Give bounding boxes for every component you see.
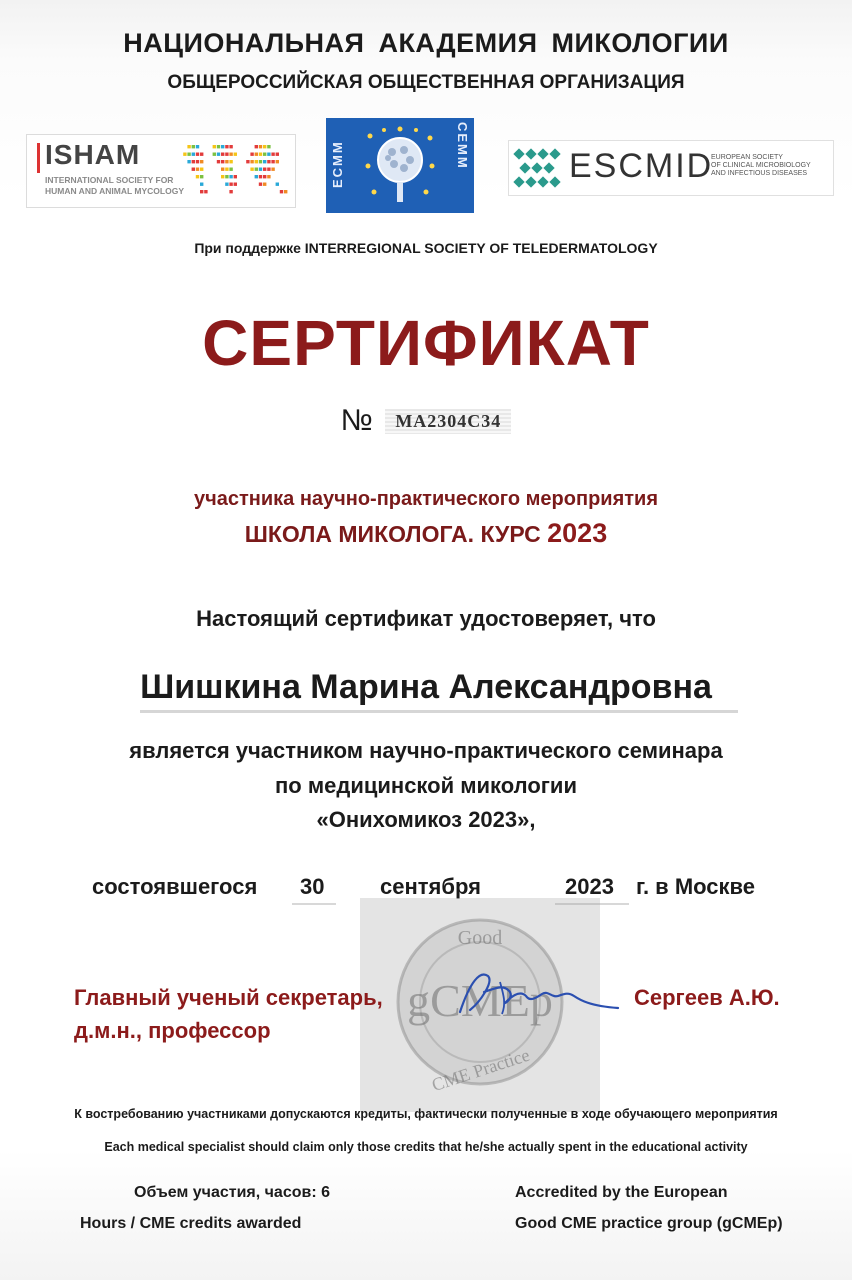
map-dot [259, 145, 262, 148]
support-line: При поддержке INTERREGIONAL SOCIETY OF TELEDERMATOLOGY [194, 240, 658, 256]
map-dot [192, 160, 195, 163]
organization-subtitle: ОБЩЕРОССИЙСКАЯ ОБЩЕСТВЕННАЯ ОРГАНИЗАЦИЯ [167, 72, 685, 93]
map-dot [200, 153, 203, 156]
participation-line-2: по медицинской микологии [275, 773, 577, 798]
escmid-helix-icon [513, 146, 563, 190]
escmid-subtitle [711, 154, 811, 178]
map-dot [267, 153, 270, 156]
map-dot [225, 160, 228, 163]
map-dot [196, 160, 199, 163]
map-dot [234, 175, 237, 178]
map-dot [217, 153, 220, 156]
signatory-title: Главный ученый секретарь, [74, 985, 383, 1010]
map-dot [276, 160, 279, 163]
map-dot [276, 153, 279, 156]
escmid-wordmark: ESCMID [569, 147, 714, 185]
map-dot [217, 145, 220, 148]
event-title-text: ШКОЛА МИКОЛОГА. КУРС [244, 521, 548, 547]
event-description: участника научно-практического мероприятия [193, 488, 659, 510]
map-dot [229, 160, 232, 163]
map-dot [259, 168, 262, 171]
recipient-name: Шишкина Марина Александровна [140, 668, 712, 706]
map-dot [263, 153, 266, 156]
participation-line-1: является участником научно-практического семинара [129, 738, 723, 763]
map-dot [192, 153, 195, 156]
map-dot [200, 168, 203, 171]
map-dot [255, 153, 258, 156]
map-dot [225, 168, 228, 171]
map-dot [221, 153, 224, 156]
event-year: 2023 [547, 518, 608, 548]
map-dot [192, 145, 195, 148]
map-dot [200, 160, 203, 163]
map-dot [229, 145, 232, 148]
map-dot [225, 175, 228, 178]
hours-en: Hours / CME credits awarded [80, 1215, 302, 1232]
hours-ru: Объем участия, часов: 6 [134, 1184, 330, 1201]
event-month: сентября [380, 874, 481, 899]
escmid-subtitle-line1: EUROPEAN SOCIETY [711, 154, 783, 161]
isham-subtitle-line2: HUMAN AND ANIMAL MYCOLOGY [45, 186, 184, 196]
map-dot [263, 183, 266, 186]
day-underline [292, 903, 336, 905]
map-dot [263, 175, 266, 178]
map-dot [284, 190, 287, 193]
event-place: г. в Москве [636, 874, 756, 899]
map-dot [234, 153, 237, 156]
map-dot [271, 160, 274, 163]
escmid-subtitle-line2: OF CLINICAL MICROBIOLOGY [711, 162, 811, 169]
stamp-top-text: Good [457, 927, 503, 949]
isham-logo [26, 134, 296, 208]
accreditation-line-2: Good CME practice group (gCMEp) [515, 1215, 783, 1232]
map-dot [213, 153, 216, 156]
stamp-center-text: gCMEp [407, 975, 553, 1026]
event-title [0, 518, 852, 549]
certifies-text: Настоящий сертификат удостоверяет, что [196, 606, 656, 631]
map-dot [255, 145, 258, 148]
map-dot [192, 168, 195, 171]
map-dot [229, 183, 232, 186]
map-dot [234, 183, 237, 186]
event-day: 30 [300, 874, 325, 899]
map-dot [196, 145, 199, 148]
map-dot [200, 183, 203, 186]
map-dot [259, 153, 262, 156]
map-dot [200, 175, 203, 178]
map-dot [204, 190, 207, 193]
held-label: состоявшегося [92, 874, 258, 899]
map-dot [271, 153, 274, 156]
map-dot [221, 175, 224, 178]
map-dot [196, 168, 199, 171]
map-dot [259, 183, 262, 186]
handwritten-signature [440, 962, 630, 1022]
number-sign: № [340, 404, 373, 437]
map-dot [263, 145, 266, 148]
map-dot [221, 160, 224, 163]
ecmm-right-text: CEMM [455, 122, 470, 170]
stamp-bottom-text: CME Practice [429, 1044, 532, 1096]
map-dot [250, 153, 253, 156]
ecmm-logo [326, 118, 474, 213]
event-year-value: 2023 [565, 874, 614, 899]
map-dot [267, 145, 270, 148]
map-dot [196, 153, 199, 156]
map-dot [221, 168, 224, 171]
certificate-title: СЕРТИФИКАТ [202, 307, 650, 379]
map-dot [263, 160, 266, 163]
map-dot [183, 153, 186, 156]
map-dot [229, 168, 232, 171]
map-dot [229, 175, 232, 178]
map-dot [213, 145, 216, 148]
seminar-title: «Онихомикоз 2023», [316, 807, 536, 832]
certificate-number-row [0, 404, 852, 438]
organization-title: НАЦИОНАЛЬНАЯ АКАДЕМИЯ МИКОЛОГИИ [123, 28, 729, 58]
map-dot [225, 153, 228, 156]
world-map-icon [179, 141, 289, 201]
accreditation-line-1: Accredited by the European [515, 1184, 728, 1201]
map-dot [187, 153, 190, 156]
isham-subtitle-line1: INTERNATIONAL SOCIETY FOR [45, 175, 174, 185]
map-dot [280, 190, 283, 193]
map-dot [229, 153, 232, 156]
map-dot [259, 160, 262, 163]
map-dot [259, 175, 262, 178]
credits-note-en: Each medical specialist should claim only those credits that he/she actually spent in the educational activity [104, 1140, 748, 1154]
map-dot [250, 168, 253, 171]
map-dot [196, 175, 199, 178]
certificate-number: MA2304C34 [385, 409, 511, 434]
map-dot [255, 168, 258, 171]
isham-subtitle [45, 175, 184, 197]
map-dot [255, 175, 258, 178]
map-dot [225, 145, 228, 148]
map-dot [217, 160, 220, 163]
map-dot [187, 145, 190, 148]
name-underline [140, 710, 738, 713]
map-dot [250, 160, 253, 163]
map-dot [200, 190, 203, 193]
ecmm-left-text: ECMM [330, 140, 345, 188]
isham-wordmark: ISHAM [45, 139, 141, 170]
map-dot [187, 160, 190, 163]
map-dot [267, 160, 270, 163]
map-dot [267, 168, 270, 171]
mold-sphere-icon [364, 126, 436, 206]
map-dot [271, 168, 274, 171]
map-dot [263, 168, 266, 171]
credits-note-ru: К востребованию участниками допускаются кредиты, фактически полученные в ходе обучающего мероприятия [74, 1107, 778, 1121]
map-dot [246, 160, 249, 163]
map-dot [255, 160, 258, 163]
map-dot [276, 183, 279, 186]
map-dot [225, 183, 228, 186]
map-dot [267, 175, 270, 178]
escmid-logo [508, 140, 834, 196]
escmid-subtitle-line3: AND INFECTIOUS DISEASES [711, 170, 808, 177]
map-dot [229, 190, 232, 193]
signatory-name: Сергеев А.Ю. [634, 985, 780, 1010]
isham-accent-bar [37, 143, 40, 173]
signatory-degree: д.м.н., профессор [74, 1018, 271, 1043]
map-dot [221, 145, 224, 148]
